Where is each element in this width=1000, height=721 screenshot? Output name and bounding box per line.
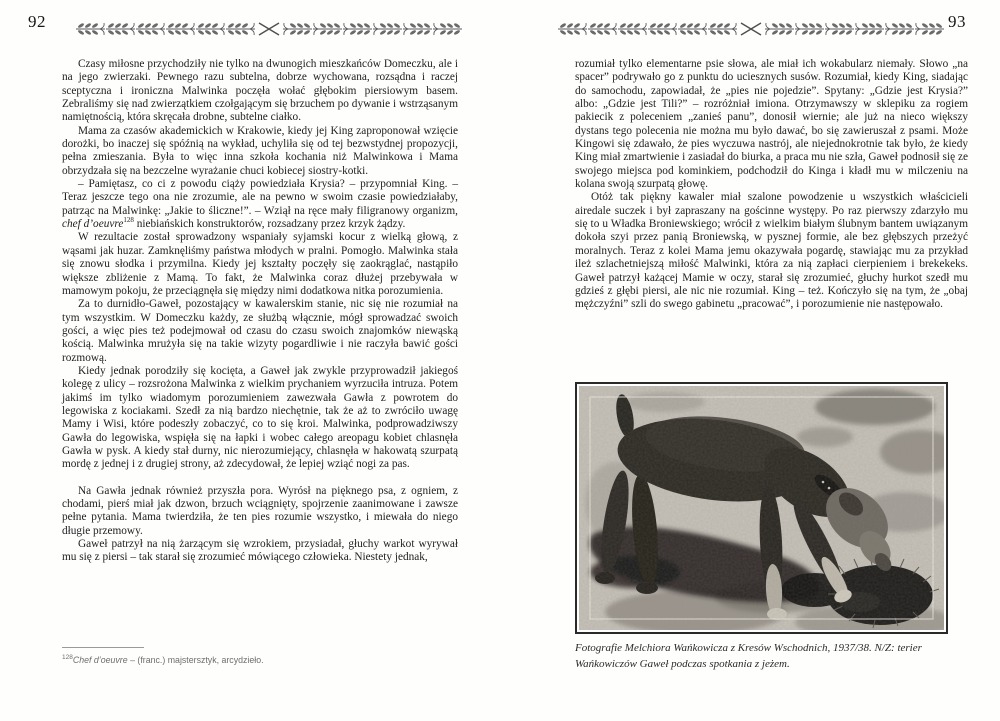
paragraph: Za to durnidło-Gaweł, pozostający w kawalerskim stanie, nic się nie rozumiał na tym wszystkim. W Domeczku każdy, ze służbą włącznie, mógł sprowadzać swoich gości, a więc pies też podejmował od czasu do czasu swoich znajomków niewąską kością. Malwinka mrużyła się na takie wizyty pogardliwie i nie raczyła bawić gości rozmową. (62, 298, 458, 364)
footnote-reference: 128 (123, 216, 134, 225)
paragraph: W rezultacie został sprowadzony wspaniały syjamski kocur z wielką głową, z wąsami jak huzar. Zamknęliśmy państwa młodych w pralni. Pomogło. Malwinka stała się znowu słodka i przymilna. Kiedy jej kształty poczęły się zaokrąglać, nastąpiło większe zbliżenie z Mamą. To fakt, że Malwinka coraz dłużej przebywała w mamowym pokoju, że przeciągnęła się między nimi dodatkowa nitka porozumienia. (62, 231, 458, 297)
paragraph (62, 178, 458, 231)
page-number-right: 93 (948, 12, 966, 31)
paragraph-text: niebiańskich konstruktorów, rozsadzany przez krzyk żądzy. (133, 218, 406, 231)
footnote-term: Chef d’oeuvre (72, 654, 128, 665)
paragraph-text: – Pamiętasz, co ci z powodu ciąży powiedziała Krysia? – przypomniał King. – Teraz jeszcze tego ona nie zrozumie, ale na pewno w swoim czasie powiedziałaby, patrząc na Malwinkę: „Jakie to śliczne!”. – Wziął na ręce mały filigranowy organizm, (62, 178, 458, 217)
footnote (62, 652, 458, 666)
dog-photo-illustration (575, 382, 948, 634)
footnote-text: – (franc.) majstersztyk, arcydzieło. (127, 654, 264, 665)
paragraph-section-start: Na Gawła jednak również przyszła pora. Wyrósł na pięknego psa, z ogniem, z chodami, pierś miał jak dzwon, brzuch wciągnięty, spojrzenie zaanimowane i zawsze pełne pytania. Mama twierdziła, że ten pies rozumie wszystko, i miewała do niego długie przemowy. (62, 484, 458, 537)
paragraph: Mama za czasów akademickich w Krakowie, kiedy jej King zaproponował wzięcie dorożki, bo inaczej się spóźnią na wykład, uchyliła się od tej bezwstydnej propozycji, pełna zmieszania. Była to więc inna szkoła kochania niż Malwinkowa i Mama obrzydzała się na bezczelne wyrażanie chuci kobiecej siostry-kotki. (62, 124, 458, 177)
dog-photo (575, 382, 948, 634)
left-page-text-column (62, 58, 458, 565)
paragraph: Otóż tak piękny kawaler miał szalone powodzenie u wszystkich właścicieli airedale suczek i był zapraszany na gościnne występy. Po raz pierwszy zdarzyło mu się to u Władka Broniewskiego; wrócił z wielkim białym ślubnym bantem uwiązanym dokoła szyi przez panią Broniewską, w pysznej formie, ale bez głębszych przeżyć moralnych. Teraz z kolei Mama jemu okazywała pogardę, stawiając mu za przykład ileż szlachetniejszą miłość Malwinki, która za nią zapłaci cierpieniem i brekekeks. Gaweł patrzył każącej Mamie w oczy, starał się zrozumieć, głuchy hurkot szedł mu gdzieś z głębi piersi, ale nic nie rozumiał. King – też. Kończyło się na tym, że „obaj mężczyźni” szli do swego gabinetu „pracować”, i porozumienie nie następowało. (575, 191, 968, 311)
paragraph: Czasy miłosne przychodziły nie tylko na dwunogich mieszkańców Domeczku, ale i na jego zwierzaki. Pewnego razu subtelna, dobrze wychowana, rozsądna i raczej sceptyczna i ironiczna Malwinka poczęła wołać głębokim piersiowym basem. Zebraliśmy się nad zwierzątkiem czołgającym się brzuchem po dywanie i wstrząsanym namiętnością, która skręcała drobne, subtelne ciałko. (62, 58, 458, 124)
right-page-text-column (575, 58, 968, 312)
footnote-separator (62, 647, 144, 648)
laurel-ornament-left-icon (74, 21, 464, 37)
page-number-left: 92 (28, 12, 46, 31)
paragraph: Kiedy jednak porodziły się kocięta, a Gaweł jak zwykle przyprowadził jakiegoś kolegę z ulicy – rozsrożona Malwinka z wielkim prychaniem wyrzuciła intruza. Potem jakimś im tylko wiadomym porozumieniem zawezwała Gawła z powrotem do legowiska z kociakami. Szedł za nią bardzo niechętnie, tak że aż to zwróciło uwagę Mamy i Wisi, które podeszły zobaczyć, co to się kroi. Malwinka, podprowadziwszy Gawła do legowiska, wspięła się na łapki i wobec całego areopagu kobiet chlasnęła Gawła w pysk. A kiedy stał durny, nic nierozumiejący, chlasnęła w hakowatą szurpatą mordę z jednej i z drugiej strony, aż zdecydował, że lepiej wziąć nogi za pas. (62, 364, 458, 471)
photo-caption: Fotografie Melchiora Wańkowicza z Kresów Wschodnich, 1937/38. N/Z: terier Wańkowiczów Gaweł podczas spotkania z jeżem. (575, 642, 922, 670)
footnote-marker: 128 (62, 654, 73, 661)
laurel-ornament-right-icon (556, 21, 946, 37)
french-term: chef d’oeuvre (62, 218, 124, 231)
paragraph: Gaweł patrzył na nią żarzącym się wzrokiem, przysiadał, głuchy warkot wyrywał mu się z piersi – tak starał się zrozumieć mówiącego człowieka. Niestety jednak, (62, 538, 458, 564)
paragraph-continuation: rozumiał tylko elementarne psie słowa, ale miał ich wokabularz niemały. Słowo „na spacer” podrywało go z punktu do uciesznych susów. Rozumiał, kiedy King, siadając do samochodu, zapowiadał, że „pies nie pojedzie”. Spytany: „Gdzie jest Krysia?” albo: „Gdzie jest Tili?” – rozróżniał imiona. Otrzymawszy w sklepiku za rogiem pakiecik z poleceniem „zanieś panu”, donosił wiernie; ale już na nieco większy dystans tego polecenia nie można mu było dawać, bo się zawieruszał z psami. Może Kingowi się zdawało, że pies wyczuwa nastrój, ale niejednokrotnie tak było, że kiedy King miał zmartwienie i zasiadał do biurka, a praca mu nie szła, Gaweł podnosił się ze swojego miejsca pod kominkiem, podchodził do Kinga i kładł mu w milczeniu na kolana swoją szurpatą głowę. (575, 58, 968, 191)
